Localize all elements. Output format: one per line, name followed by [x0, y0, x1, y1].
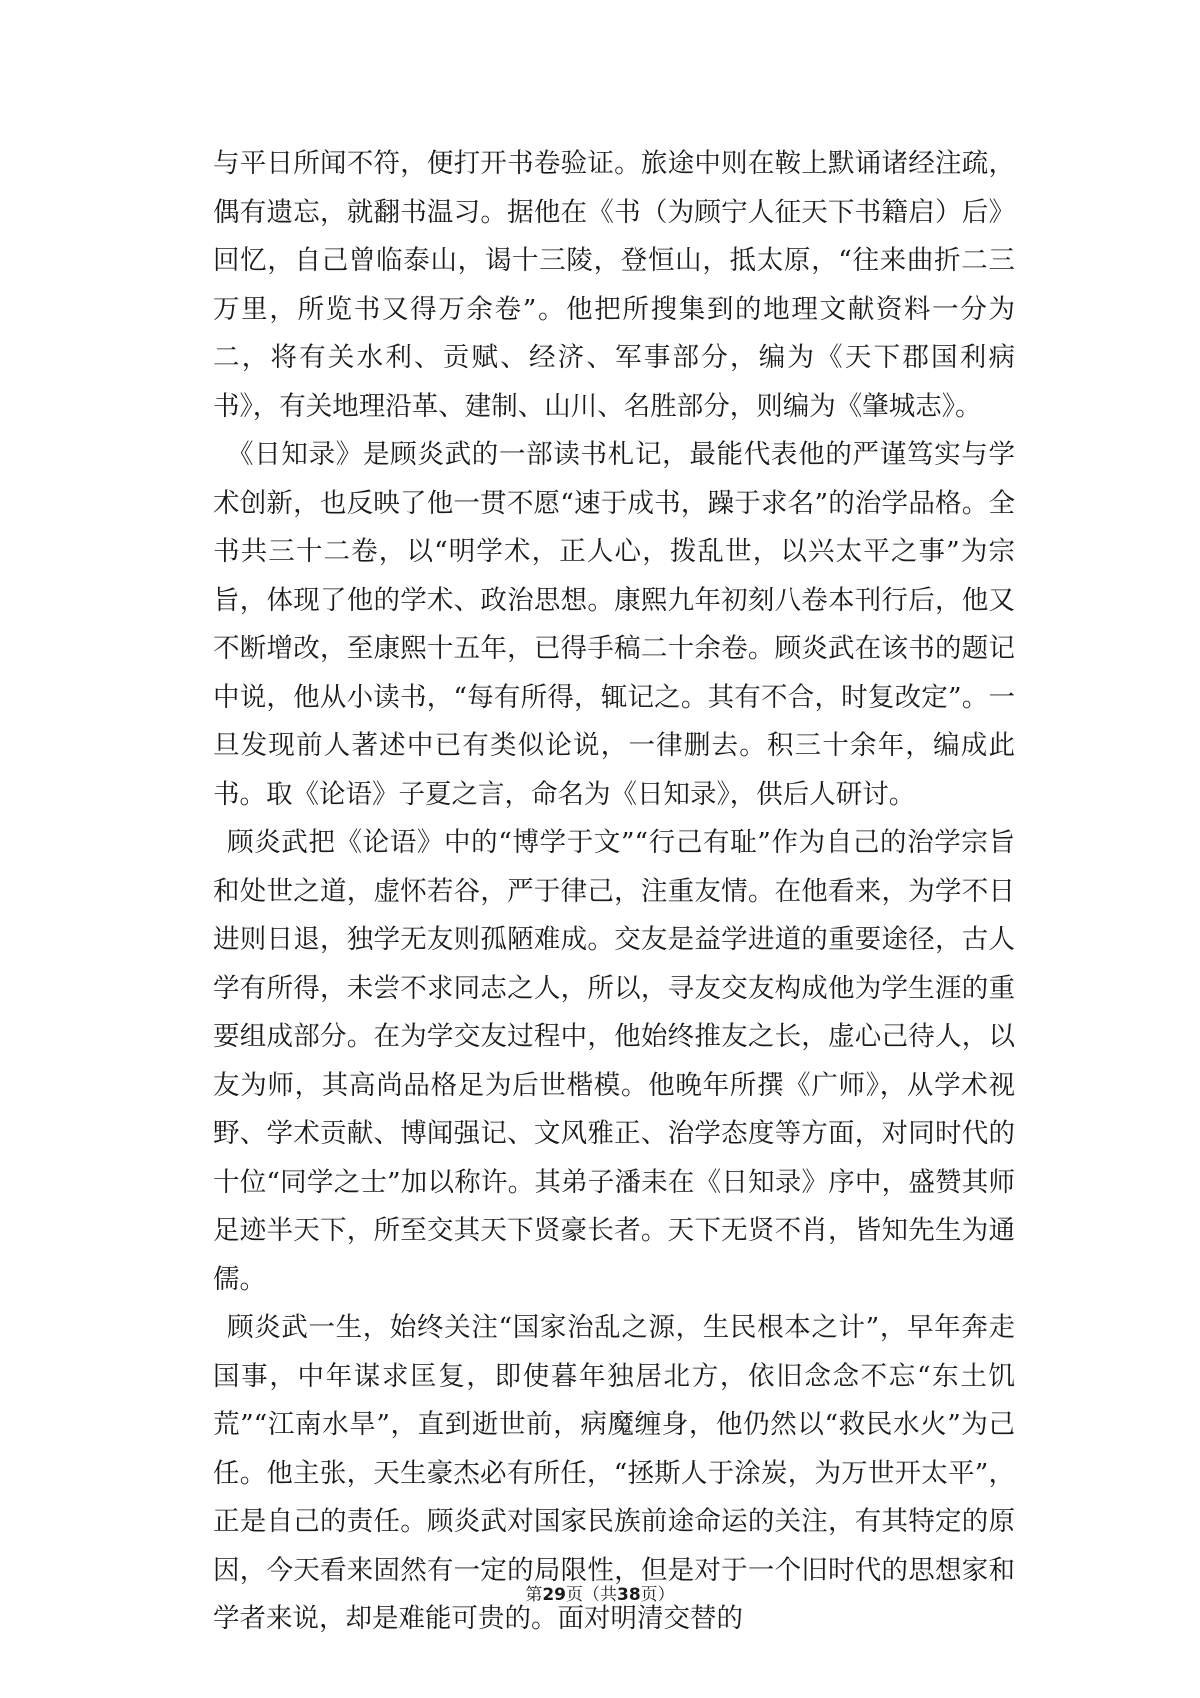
- current-page-number: 29: [542, 1585, 566, 1605]
- footer-middle: 页（共: [566, 1585, 617, 1605]
- paragraph: 顾炎武一生，始终关注“国家治乱之源，生民根本之计”，早年奔走国事，中年谋求匡复，即使暮年独居北方，依旧念念不忘“东土饥荒”“江南水旱”，直到逝世前，病魔缠身，他仍然以“救民水火”为己任。他主张，天生豪杰必有所任，“拯斯人于涂炭，为万世开太平”，正是自己的责任。顾炎武对国家民族前途命运的关注，有其特定的原因，今天看来固然有一定的局限性，但是对于一个旧时代的思想家和学者来说，却是难能可贵的。面对明清交替的: [213, 1312, 1015, 1634]
- paragraph: 顾炎武把《论语》中的“博学于文”“行己有耻”作为自己的治学宗旨和处世之道，虚怀若谷，严于律己，注重友情。在他看来，为学不日进则日退，独学无友则孤陋难成。交友是益学进道的重要途径，古人学有所得，未尝不求同志之人，所以，寻友交友构成他为学生涯的重要组成部分。在为学交友过程中，他始终推友之长，虚心己待人，以友为师，其高尚品格足为后世楷模。他晚年所撰《广师》，从学术视野、学术贡献、博闻强记、文风雅正、治学态度等方面，对同时代的十位“同学之士”加以称许。其弟子潘耒在《日知录》序中，盛赞其师足迹半天下，所至交其天下贤豪长者。天下无贤不肖，皆知先生为通儒。: [213, 827, 1015, 1295]
- paragraph: 《日知录》是顾炎武的一部读书札记，最能代表他的严谨笃实与学术创新，也反映了他一贯不愿“速于成书，躁于求名”的治学品格。全书共三十二卷，以“明学术，正人心，拨乱世，以兴太平之事”为宗旨，体现了他的学术、政治思想。康熙九年初刻八卷本刊行后，他又不断增改，至康熙十五年，已得手稿二十余卷。顾炎武在该书的题记中说，他从小读书，“每有所得，辄记之。其有不合，时复改定”。一旦发现前人著述中已有类似论说，一律删去。积三十余年，编成此书。取《论语》子夏之言，命名为《日知录》，供后人研讨。: [213, 439, 1015, 810]
- footer-suffix: 页）: [640, 1585, 675, 1605]
- body-text: [213, 140, 1015, 1644]
- paragraph: 与平日所闻不符，便打开书卷验证。旅途中则在鞍上默诵诸经注疏，偶有遗忘，就翻书温习。据他在《书（为顾宁人征天下书籍启）后》回忆，自己曾临泰山，谒十三陵，登恒山，抵太原，“往来曲折二三万里，所览书又得万余卷”。他把所搜集到的地理文献资料一分为二，将有关水利、贡赋、经济、军事部分，编为《天下郡国利病书》，有关地理沿革、建制、山川、名胜部分，则编为《肇城志》。: [213, 148, 1015, 422]
- total-page-count: 38: [617, 1585, 641, 1605]
- page-number-footer: [0, 1580, 1200, 1605]
- footer-prefix: 第: [525, 1585, 543, 1605]
